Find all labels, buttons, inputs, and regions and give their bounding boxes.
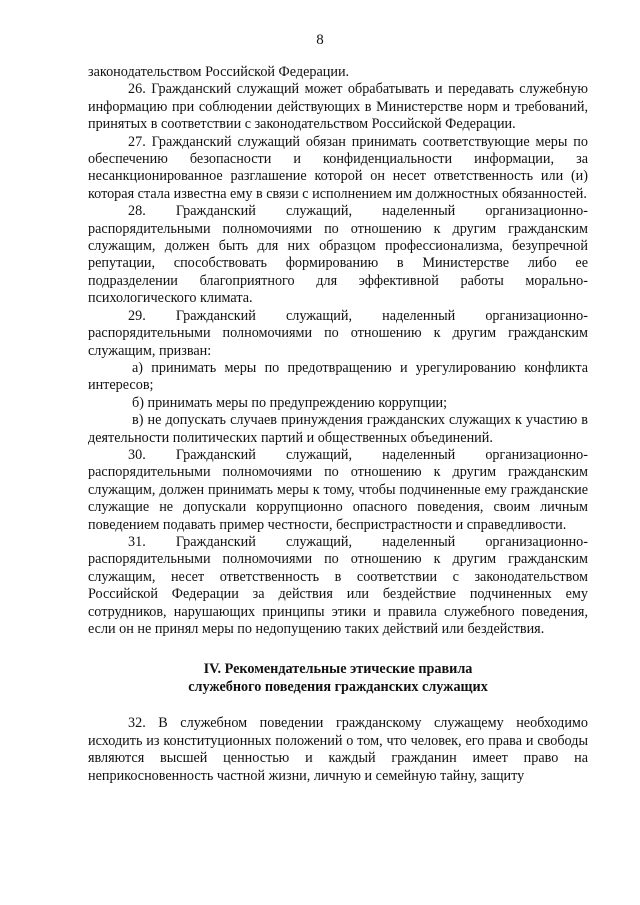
paragraph-31: 31. Гражданский служащий, наделенный организационно-распорядительными полномочиями по отношению к другим гражданским служащим, несет ответственность в соответствии с законодательством Российской Федерации за действия или бездействие подчиненных ему сотрудников, нарушающих принципы этики и правила служебного поведения, если он не принял меры по недопущению таких действий или бездействия. — [88, 533, 588, 637]
paragraph-27: 27. Гражданский служащий обязан принимать соответствующие меры по обеспечению безопасности и конфиденциальности информации, за несанкционированное разглашение которой он несет ответственность или (и) которая стала известна ему в связи с исполнением им должностных обязанностей. — [88, 133, 588, 202]
section-heading-line-1: IV. Рекомендательные этические правила — [203, 661, 473, 678]
paragraph-28: 28. Гражданский служащий, наделенный организационно-распорядительными полномочиями по отношению к другим гражданским служащим, должен быть для них образцом профессионализма, безупречной репутации, способствовать формированию в Министерстве либо ее подразделении благоприятного для эффективной работы морально-психологического климата. — [88, 203, 588, 307]
section-heading-line-2: служебного поведения гражданских служащих — [188, 679, 488, 696]
document-body — [88, 64, 588, 785]
paragraph-29-item-b: б) принимать меры по предупреждению коррупции; — [132, 394, 448, 411]
paragraph-32: 32. В служебном поведении гражданскому служащему необходимо исходить из конституционных положений о том, что человек, его права и свободы являются высшей ценностью и каждый гражданин имеет право на неприкосновенность частной жизни, личную и семейную тайну, защиту — [88, 715, 588, 784]
paragraph-29: 29. Гражданский служащий, наделенный организационно-распорядительными полномочиями по отношению к другим гражданским служащим, призван: — [88, 307, 588, 359]
paragraph-29-item-a: а) принимать меры по предотвращению и урегулированию конфликта интересов; — [88, 359, 588, 394]
paragraph-26: 26. Гражданский служащий может обрабатывать и передавать служебную информацию при соблюдении действующих в Министерстве норм и требований, принятых в соответствии с законодательством Российской Федерации. — [88, 81, 588, 133]
section-heading — [88, 660, 588, 696]
paragraph-30: 30. Гражданский служащий, наделенный организационно-распорядительными полномочиями по отношению к другим гражданским служащим, должен принимать меры к тому, чтобы подчиненные ему гражданские служащие не допускали коррупционно опасного поведения, своим личным поведением подавать пример честности, беспристрастности и справедливости. — [88, 446, 588, 533]
paragraph-29-item-c: в) не допускать случаев принуждения гражданских служащих к участию в деятельности политических партий и общественных объединений. — [88, 412, 588, 446]
page-number: 8 — [316, 32, 324, 48]
paragraph-25-continuation: законодательством Российской Федерации. — [88, 64, 350, 80]
